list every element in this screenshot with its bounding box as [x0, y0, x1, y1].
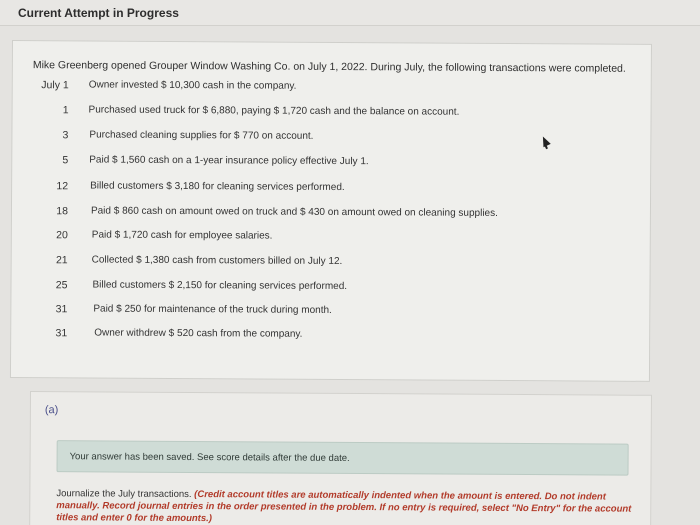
transaction-row	[13, 79, 653, 101]
transaction-row	[11, 303, 651, 325]
transaction-date: 21	[55, 254, 68, 267]
status-bar	[0, 0, 700, 26]
transaction-description: Paid $ 250 for maintenance of the truck during month.	[93, 303, 332, 316]
transaction-row	[12, 254, 652, 276]
transaction-row	[12, 154, 652, 176]
transaction-date: 12	[56, 180, 69, 193]
transaction-row	[11, 327, 651, 349]
transaction-date: 25	[55, 279, 68, 292]
transaction-date: 20	[56, 229, 68, 242]
instruction-note: (Credit account titles are automatically indented when the amount is entered. Do not indent manually. Record journal entries in the order presented in the problem. If no entry is required, select "No Entry" for the account titles and enter 0 for the amounts.)	[56, 489, 632, 525]
transaction-date: 31	[55, 327, 68, 340]
transaction-row	[12, 229, 652, 251]
saved-message: Your answer has been saved. See score details after the due date.	[69, 451, 350, 464]
transaction-date: July 1	[41, 79, 69, 92]
transaction-description: Owner withdrew $ 520 cash from the company.	[94, 327, 303, 340]
transaction-date: 1	[62, 104, 69, 117]
question-panel	[10, 40, 652, 382]
transaction-description: Purchased cleaning supplies for $ 770 on account.	[89, 129, 314, 142]
instructions	[56, 488, 636, 525]
question-intro: Mike Greenberg opened Grouper Window Washing Co. on July 1, 2022. During July, the following transactions were completed.	[32, 59, 626, 75]
part-label: (a)	[44, 404, 59, 417]
transaction-description: Paid $ 1,560 cash on a 1-year insurance policy effective July 1.	[89, 154, 369, 168]
saved-notice	[57, 440, 629, 475]
part-a-panel	[29, 391, 652, 525]
transaction-description: Paid $ 1,720 cash for employee salaries.	[91, 229, 273, 242]
transaction-date: 18	[56, 205, 68, 218]
transaction-date: 31	[55, 303, 68, 316]
transaction-date: 3	[62, 129, 69, 142]
transaction-description: Purchased used truck for $ 6,880, paying $ 1,720 cash and the balance on account.	[88, 104, 460, 118]
transaction-row	[12, 129, 652, 151]
transaction-date: 5	[62, 154, 69, 167]
transaction-row	[12, 104, 652, 126]
transaction-description: Billed customers $ 2,150 for cleaning services performed.	[92, 279, 348, 293]
transaction-description: Billed customers $ 3,180 for cleaning services performed.	[90, 180, 345, 194]
instruction-main: Journalize the July transactions.	[56, 488, 195, 501]
attempt-status: Current Attempt in Progress	[18, 6, 179, 20]
transaction-row	[11, 279, 651, 301]
transaction-row	[12, 205, 652, 227]
transaction-description: Owner invested $ 10,300 cash in the company.	[88, 79, 297, 92]
transaction-description: Paid $ 860 cash on amount owed on truck and $ 430 on amount owed on cleaning supplies.	[90, 205, 498, 219]
transaction-description: Collected $ 1,380 cash from customers billed on July 12.	[91, 254, 343, 268]
transaction-row	[12, 180, 652, 202]
